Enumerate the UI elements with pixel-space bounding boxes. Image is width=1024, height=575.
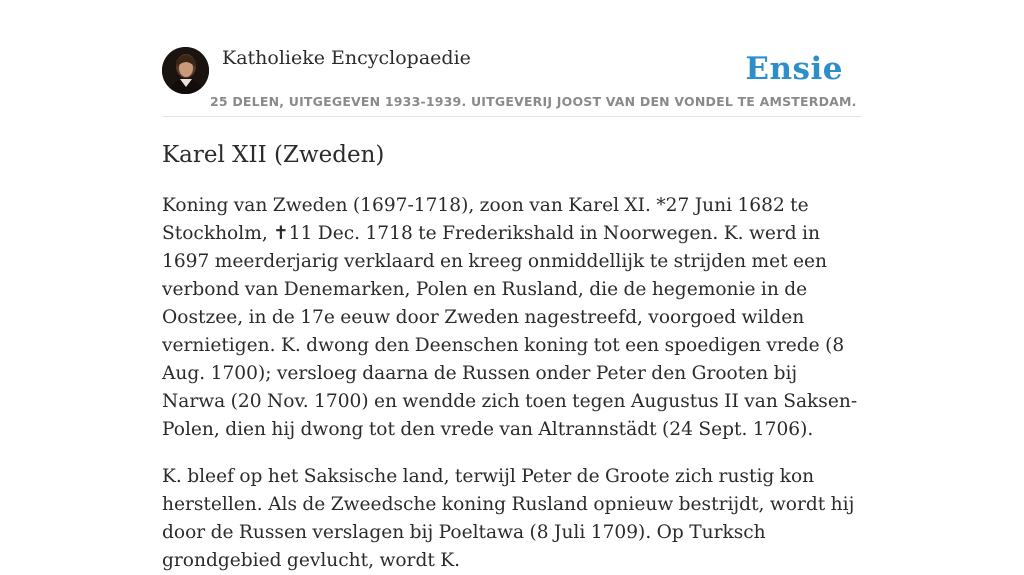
article: [162, 140, 862, 575]
article-paragraph: Koning van Zweden (1697-1718), zoon van Karel XI. *27 Juni 1682 te Stockholm, ✝11 Dec. 1718 te Frederikshald in Noorwegen. K. werd in 1697 meerderjarig verklaard en kreeg onmiddellijk te strijden met een verbond van Denemarken, Polen en Rusland, die de hegemonie in de Oostzee, in de 17e eeuw door Zweden nagestreefd, voorgoed wilden vernietigen. K. dwong den Deenschen koning tot een spoedigen vrede (8 Aug. 1700); versloeg daarna de Russen onder Peter den Grooten bij Narwa (20 Nov. 1700) en wendde zich toen tegen Augustus II van Saksen-Polen, dien hij dwong tot den vrede van Altrannstädt (24 Sept. 1706).: [162, 195, 858, 440]
site-header: [162, 44, 862, 117]
encyclopedia-title[interactable]: Katholieke Encyclopaedie: [222, 47, 471, 69]
portrait-avatar-icon[interactable]: [162, 47, 209, 94]
encyclopedia-subtitle: 25 DELEN, UITGEGEVEN 1933-1939. UITGEVERIJ JOOST VAN DEN VONDEL TE AMSTERDAM.: [210, 94, 857, 109]
article-paragraph: K. bleef op het Saksische land, terwijl Peter de Groote zich rustig kon herstellen. Als de Zweedsche koning Rusland opnieuw bestrijdt, wordt hij door de Russen verslagen bij Poeltawa (8 Juli 1709). Op Turksch grondgebied gevlucht, wordt K.: [162, 466, 855, 571]
article-title: Karel XII (Zweden): [162, 142, 385, 168]
brand-logo-link[interactable]: Ensie: [745, 51, 843, 87]
